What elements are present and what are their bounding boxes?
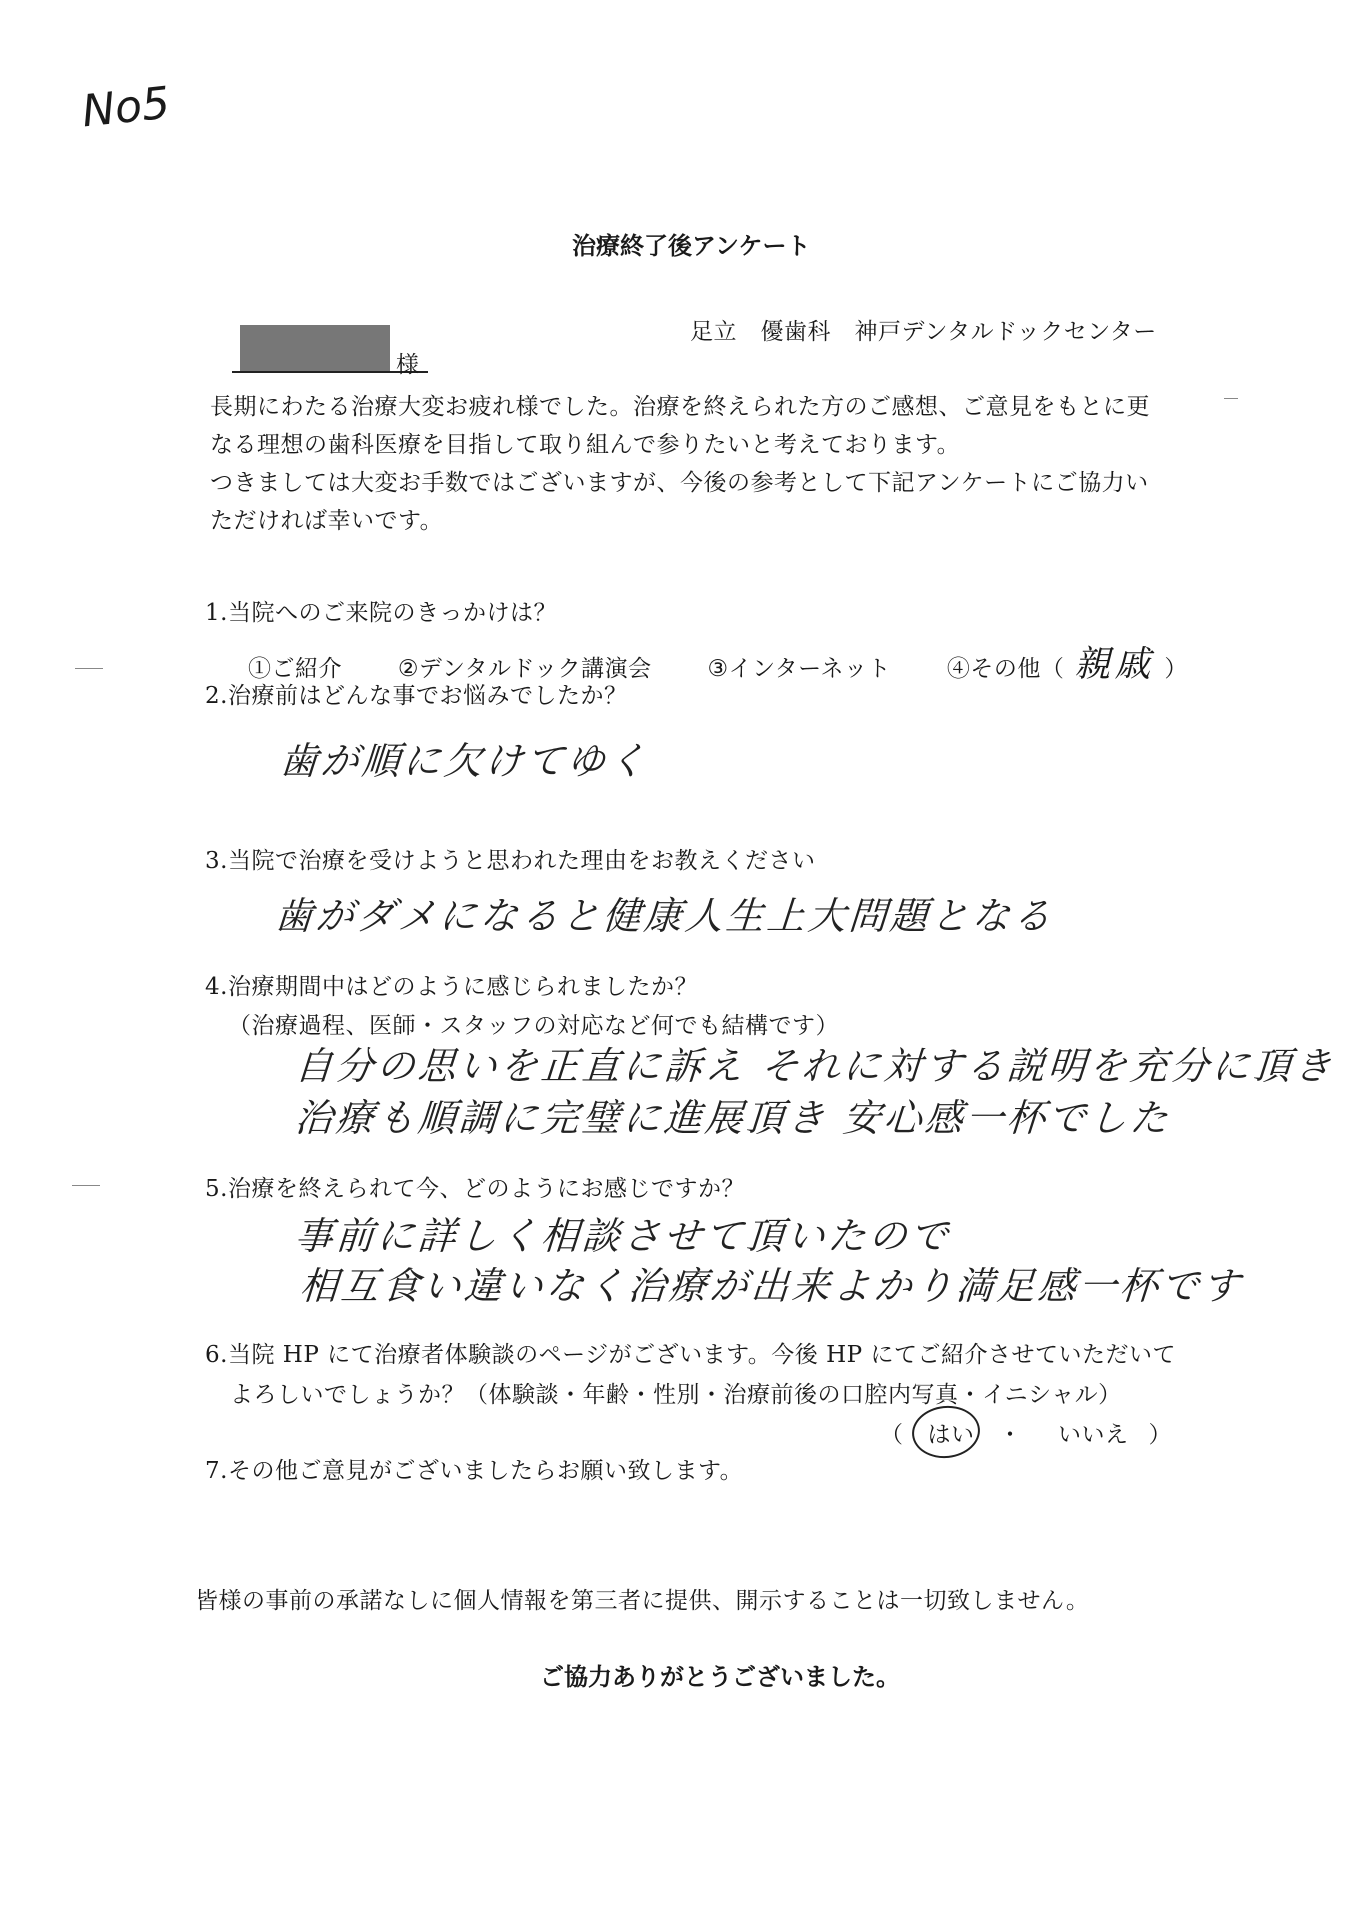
- q1-option-other[interactable]: ④その他（: [946, 656, 1065, 682]
- thank-you-message: ご協力ありがとうございました。: [540, 1662, 900, 1691]
- intro-line: ただければ幸いです。: [210, 508, 444, 534]
- q1-option-seminar[interactable]: ②デンタルドック講演会: [397, 656, 652, 682]
- q4-note: （治療過程、医師・スタッフの対応など何でも結構です）: [228, 1013, 839, 1039]
- q5-question: 5.治療を終えられて今、どのようにお感じですか？: [205, 1176, 745, 1202]
- document-number: No5: [79, 77, 173, 138]
- q7-question: 7.その他ご意見がございましたらお願い致します。: [205, 1458, 744, 1484]
- scan-mark: [75, 668, 103, 669]
- q5-answer-line-2: 相互食い違いなく治療が出来よかり満足感一杯です: [298, 1264, 1245, 1308]
- q2-question: 2.治療前はどんな事でお悩みでしたか？: [205, 683, 628, 709]
- intro-line: なる理想の歯科医療を目指して取り組んで参りたいと考えております。: [210, 432, 961, 458]
- q6-option-yes[interactable]: [918, 1414, 985, 1451]
- q6-yes-label: はい: [927, 1422, 975, 1448]
- q6-option-no[interactable]: いいえ: [1058, 1422, 1129, 1448]
- q1-option-internet[interactable]: ③インターネット: [707, 656, 892, 682]
- scan-mark: [72, 1185, 100, 1186]
- q1-option-referral[interactable]: ①ご紹介: [248, 656, 342, 682]
- salutation-suffix: 様: [396, 352, 420, 378]
- intro-line: 長期にわたる治療大変お疲れ様でした。治療を終えられた方のご感想、ご意見をもとに更: [210, 394, 1150, 420]
- q4-question: 4.治療期間中はどのように感じられましたか？: [205, 974, 698, 1000]
- q2-answer: 歯が順に欠けてゆく: [278, 739, 651, 783]
- clinic-name: 足立 優歯科 神戸デンタルドックセンター: [690, 319, 1157, 345]
- redacted-name-box: [240, 325, 390, 371]
- q6-question: 6.当院 HP にて治療者体験談のページがございます。今後 HP にてご紹介させていただいて: [205, 1342, 1176, 1368]
- q1-question: 1.当院へのご来院のきっかけは？: [205, 600, 557, 626]
- q6-separator: ・: [998, 1422, 1022, 1448]
- q1-other-answer: 親戚: [1074, 644, 1155, 685]
- intro-paragraph: [210, 388, 1150, 540]
- survey-title: 治療終了後アンケート: [572, 231, 811, 260]
- q6-open-paren: （: [880, 1422, 904, 1448]
- q3-answer: 歯がダメになると健康人生上大問題となる: [273, 894, 1056, 938]
- q5-answer-line-1: 事前に詳しく相談させて頂いたので: [293, 1214, 953, 1258]
- q6-question-line-2: よろしいでしょうか？（体験談・年齢・性別・治療前後の口腔内写真・イニシャル）: [230, 1382, 1122, 1408]
- q4-answer-line-1: 自分の思いを正直に訴え それに対する説明を充分に頂き: [293, 1044, 1337, 1088]
- q1-close-paren: ）: [1164, 656, 1188, 682]
- q6-answer: [880, 1414, 1172, 1451]
- privacy-notice: 皆様の事前の承諾なしに個人情報を第三者に提供、開示することは一切致しません。: [195, 1588, 1090, 1614]
- q3-question: 3.当院で治療を受けようと思われた理由をお教えください: [205, 848, 816, 874]
- intro-line: つきましては大変お手数ではございますが、今後の参考として下記アンケートにご協力い: [210, 470, 1149, 496]
- scan-mark: [1224, 398, 1238, 399]
- q4-answer-line-2: 治療も順調に完璧に進展頂き 安心感一杯でした: [293, 1096, 1173, 1140]
- yes-circle-mark: [909, 1403, 982, 1462]
- q6-close-paren: ）: [1148, 1422, 1172, 1448]
